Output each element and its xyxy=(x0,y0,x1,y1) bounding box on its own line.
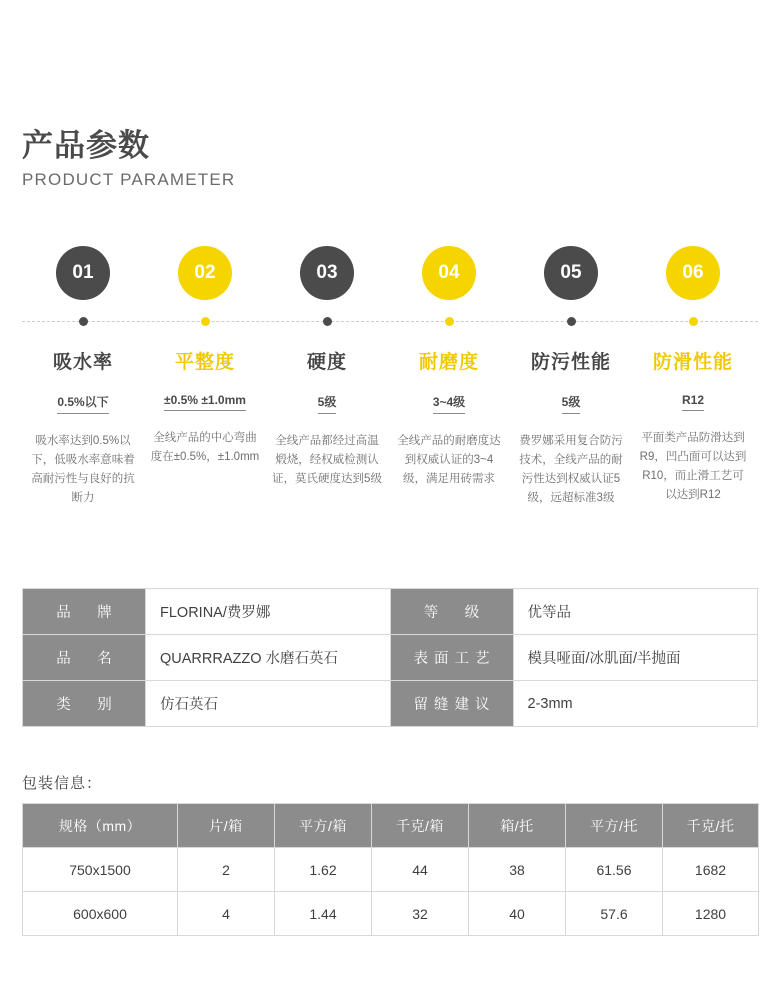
step-number-badge: 02 xyxy=(178,246,232,300)
page-title: 产品参数 xyxy=(22,128,150,163)
step-description: 费罗娜采用复合防污技术，全线产品的耐污性达到权威认证5级，远超标准3级 xyxy=(519,435,623,504)
packing-cell: 1.62 xyxy=(275,848,372,892)
table-row xyxy=(23,892,759,936)
spec-value-surface: 模具哑面/冰肌面/半抛面 xyxy=(513,635,758,681)
spec-label-joint: 留缝建议 xyxy=(390,681,513,727)
packing-header-cell: 平方/托 xyxy=(566,804,663,848)
step-axis-dot xyxy=(79,317,88,326)
step-number-badge: 06 xyxy=(666,246,720,300)
step-number-badge: 05 xyxy=(544,246,598,300)
packing-header-cell: 千克/托 xyxy=(663,804,759,848)
step-number-badge: 04 xyxy=(422,246,476,300)
step-axis-dot xyxy=(445,317,454,326)
step-title: 耐磨度 xyxy=(418,352,479,373)
step-value: 5级 xyxy=(318,393,337,414)
packing-cell: 40 xyxy=(469,892,566,936)
packing-header-cell: 千克/箱 xyxy=(372,804,469,848)
table-header-row xyxy=(23,804,759,848)
packing-cell: 38 xyxy=(469,848,566,892)
step-value: 3~4级 xyxy=(433,393,465,414)
spec-value-brand: FLORINA/费罗娜 xyxy=(146,589,391,635)
packing-header-cell: 箱/托 xyxy=(469,804,566,848)
parameter-step-05 xyxy=(510,246,632,508)
step-axis-dot xyxy=(689,317,698,326)
packing-cell: 1682 xyxy=(663,848,759,892)
parameter-timeline xyxy=(22,246,758,536)
step-title: 平整度 xyxy=(174,352,235,373)
packing-cell: 57.6 xyxy=(566,892,663,936)
packing-cell: 4 xyxy=(178,892,275,936)
spec-label-brand: 品 牌 xyxy=(23,589,146,635)
step-title: 吸水率 xyxy=(52,352,113,373)
spec-label-name: 品 名 xyxy=(23,635,146,681)
step-axis-dot xyxy=(323,317,332,326)
page-header xyxy=(22,128,235,190)
step-description: 全线产品都经过高温煅烧，经权威检测认证，莫氏硬度达到5级 xyxy=(272,435,382,485)
step-axis-dot xyxy=(567,317,576,326)
step-description: 平面类产品防滑达到R9，凹凸面可以达到R10，而止滑工艺可以达到R12 xyxy=(639,432,747,501)
packing-cell: 750x1500 xyxy=(23,848,178,892)
parameter-step-06 xyxy=(632,246,754,505)
step-title: 硬度 xyxy=(306,352,347,373)
packing-cell: 1280 xyxy=(663,892,759,936)
spec-value-grade: 优等品 xyxy=(513,589,758,635)
step-description: 吸水率达到0.5%以下，低吸水率意味着高耐污性与良好的抗断力 xyxy=(31,435,135,504)
step-value: 5级 xyxy=(562,393,581,414)
spec-value-category: 仿石英石 xyxy=(146,681,391,727)
step-value: ±0.5% ±1.0mm xyxy=(164,393,246,411)
step-description: 全线产品的耐磨度达到权威认证的3~4级，满足用砖需求 xyxy=(397,435,501,485)
parameter-step-02 xyxy=(144,246,266,467)
packing-table xyxy=(22,803,759,936)
packing-header-cell: 规格（mm） xyxy=(23,804,178,848)
step-number-badge: 01 xyxy=(56,246,110,300)
table-row xyxy=(23,635,758,681)
packing-cell: 600x600 xyxy=(23,892,178,936)
step-description: 全线产品的中心弯曲度在±0.5%，±1.0mm xyxy=(150,432,260,463)
packing-cell: 1.44 xyxy=(275,892,372,936)
spec-value-joint: 2-3mm xyxy=(513,681,758,727)
parameter-step-01 xyxy=(22,246,144,508)
table-row xyxy=(23,589,758,635)
parameter-step-04 xyxy=(388,246,510,489)
packing-cell: 32 xyxy=(372,892,469,936)
specification-table xyxy=(22,588,758,727)
table-row xyxy=(23,681,758,727)
spec-label-grade: 等 级 xyxy=(390,589,513,635)
packing-cell: 61.56 xyxy=(566,848,663,892)
parameter-step-03 xyxy=(266,246,388,489)
page-subtitle: PRODUCT PARAMETER xyxy=(22,170,236,189)
step-number-badge: 03 xyxy=(300,246,354,300)
packing-cell: 2 xyxy=(178,848,275,892)
spec-value-name: QUARRRAZZO 水磨石英石 xyxy=(146,635,391,681)
spec-label-surface: 表面工艺 xyxy=(390,635,513,681)
packing-header-cell: 平方/箱 xyxy=(275,804,372,848)
spec-label-category: 类 别 xyxy=(23,681,146,727)
step-value: R12 xyxy=(682,393,704,411)
packing-header-cell: 片/箱 xyxy=(178,804,275,848)
packing-title: 包装信息： xyxy=(22,775,103,792)
table-row xyxy=(23,848,759,892)
packing-cell: 44 xyxy=(372,848,469,892)
step-value: 0.5%以下 xyxy=(57,393,108,414)
step-title: 防滑性能 xyxy=(652,352,733,373)
step-axis-dot xyxy=(201,317,210,326)
step-title: 防污性能 xyxy=(530,352,611,373)
